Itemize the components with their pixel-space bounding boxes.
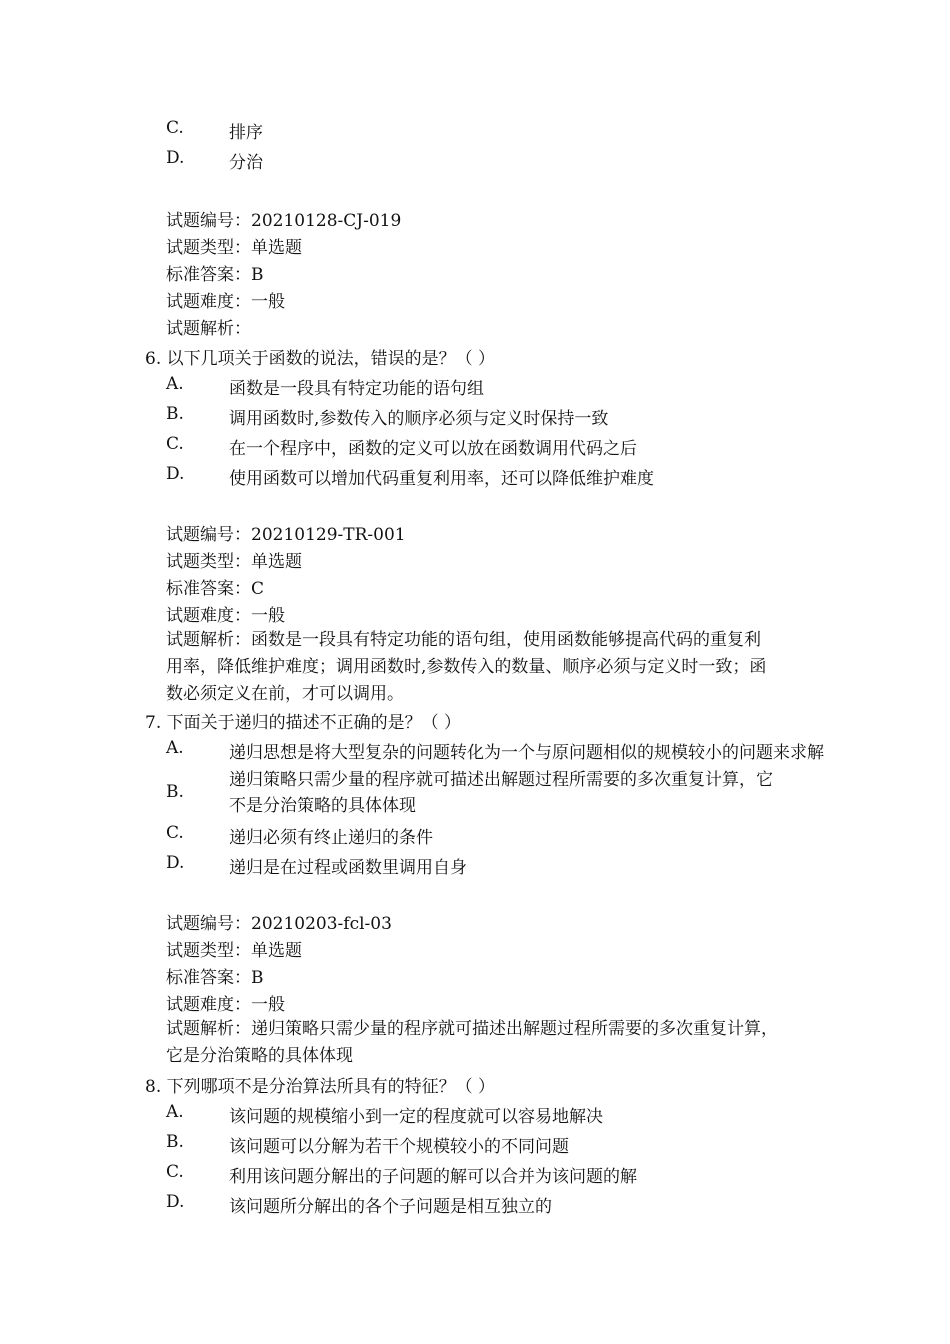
option-text: 该问题可以分解为若干个规模较小的不同问题: [229, 1137, 569, 1157]
option-letter: B.: [166, 782, 184, 802]
option-text: [229, 767, 773, 819]
question-id-row: 试题编号：20210128-CJ-019: [166, 211, 402, 231]
option-text: 利用该问题分解出的子问题的解可以合并为该问题的解: [229, 1167, 637, 1187]
option-text: 函数是一段具有特定功能的语句组: [229, 379, 484, 399]
option-letter: D.: [166, 853, 185, 873]
option-letter: A.: [166, 1102, 184, 1122]
option-letter: D.: [166, 1192, 185, 1212]
option-text: 递归思想是将大型复杂的问题转化为一个与原问题相似的规模较小的问题来求解: [229, 743, 824, 763]
question-type-row: 试题类型：单选题: [166, 552, 302, 572]
option-text: 递归是在过程或函数里调用自身: [229, 858, 467, 878]
analysis-paragraph: 试题解析：函数是一段具有特定功能的语句组，使用函数能够提高代码的重复利 用率，降低维护难度；调用函数时,参数传入的数量、顺序必须与定义时一致；函 数必须定义在前，才可以调用。: [166, 627, 866, 708]
option-letter: D.: [166, 148, 185, 168]
difficulty-row: 试题难度：一般: [166, 995, 285, 1015]
option-letter: A.: [166, 374, 184, 394]
difficulty-row: 试题难度：一般: [166, 292, 285, 312]
analysis-line: 用率，降低维护难度；调用函数时,参数传入的数量、顺序必须与定义时一致；函: [166, 657, 767, 677]
option-text: 递归必须有终止递归的条件: [229, 828, 433, 848]
option-text: 该问题所分解出的各个子问题是相互独立的: [229, 1197, 552, 1217]
question-id-row: 试题编号：20210203-fcl-03: [166, 914, 392, 934]
option-letter: C.: [166, 118, 184, 138]
answer-row: 标准答案：B: [166, 968, 264, 988]
option-letter: C.: [166, 823, 184, 843]
option-letter: B.: [166, 1132, 184, 1152]
option-letter: B.: [166, 404, 184, 424]
analysis-row: 试题解析：: [166, 319, 251, 339]
analysis-line: 数必须定义在前，才可以调用。: [166, 684, 404, 704]
option-text-line: 递归策略只需少量的程序就可描述出解题过程所需要的多次重复计算，它: [229, 770, 773, 790]
difficulty-row: 试题难度：一般: [166, 606, 285, 626]
option-text-line: 不是分治策略的具体体现: [229, 796, 416, 816]
question-type-row: 试题类型：单选题: [166, 941, 302, 961]
answer-row: 标准答案：C: [166, 579, 265, 599]
option-letter: C.: [166, 1162, 184, 1182]
answer-row: 标准答案：B: [166, 265, 264, 285]
question-stem: 7. 下面关于递归的描述不正确的是？（ ）: [145, 713, 462, 733]
question-stem: 6. 以下几项关于函数的说法，错误的是？（ ）: [145, 349, 496, 369]
question-type-row: 试题类型：单选题: [166, 238, 302, 258]
option-letter: D.: [166, 464, 185, 484]
option-text: 分治: [229, 153, 263, 173]
option-text: 该问题的规模缩小到一定的程度就可以容易地解决: [229, 1107, 603, 1127]
option-text: 在一个程序中，函数的定义可以放在函数调用代码之后: [229, 439, 637, 459]
analysis-paragraph: 试题解析：递归策略只需少量的程序就可描述出解题过程所需要的多次重复计算， 它是分治策略的具体体现: [166, 1016, 866, 1070]
question-stem: 8. 下列哪项不是分治算法所具有的特征？（ ）: [145, 1077, 496, 1097]
analysis-line: 它是分治策略的具体体现: [166, 1046, 353, 1066]
option-text: 使用函数可以增加代码重复利用率，还可以降低维护难度: [229, 469, 654, 489]
option-text: 调用函数时,参数传入的顺序必须与定义时保持一致: [229, 409, 609, 429]
question-id-row: 试题编号：20210129-TR-001: [166, 525, 406, 545]
option-letter: A.: [166, 738, 184, 758]
option-text: 排序: [229, 123, 263, 143]
option-letter: C.: [166, 434, 184, 454]
